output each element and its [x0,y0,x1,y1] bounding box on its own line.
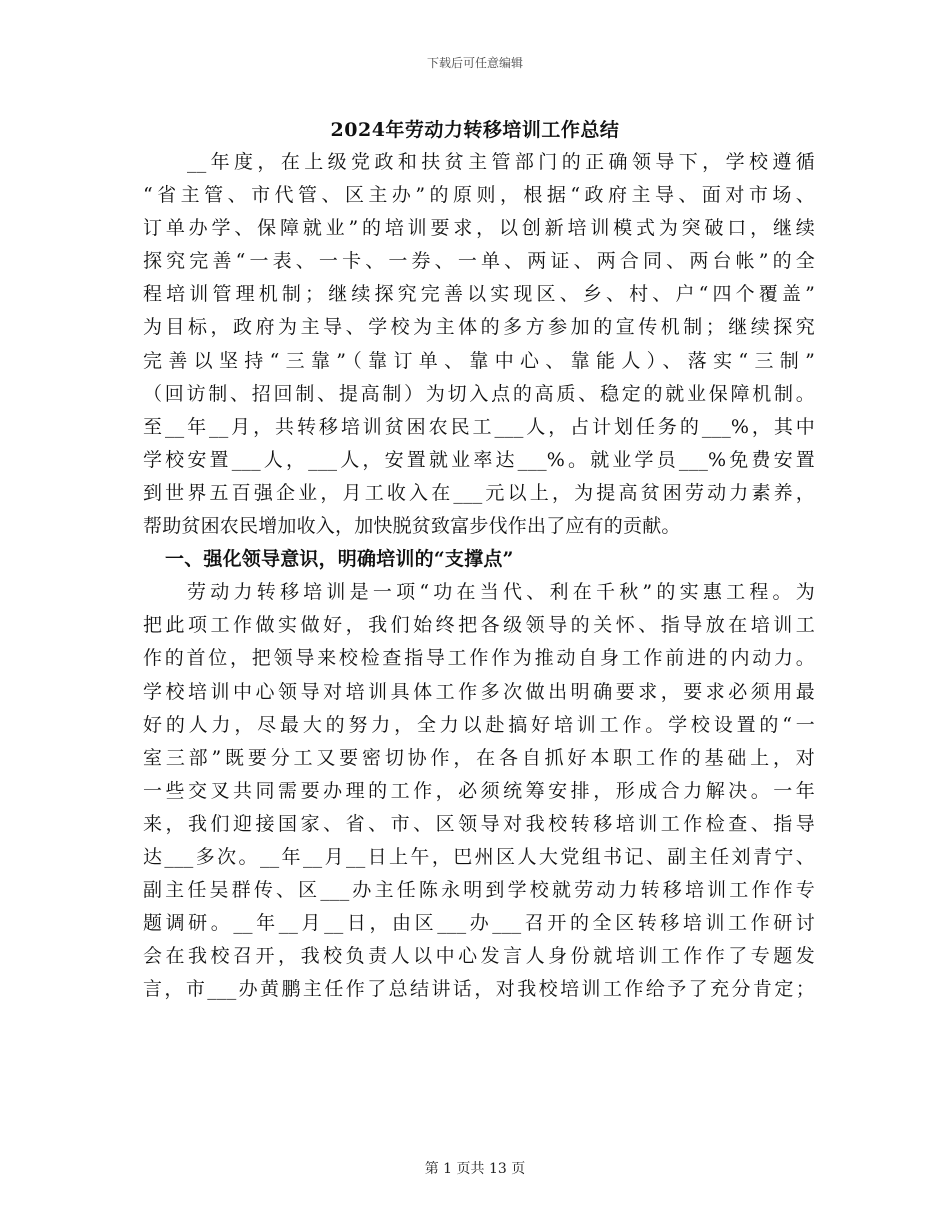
paragraph-line: 帮助贫困农民增加收入，加快脱贫致富步伐作出了应有的贡献。 [143,515,681,538]
paragraph-line: __年度，在上级党政和扶贫主管部门的正确领导下，学校遵循 [187,151,815,173]
paragraph-line: 学校安置___人，___人，安置就业率达___%。就业学员___%免费安置 [143,448,815,471]
paragraph-line: 程培训管理机制；继续探究完善以实现区、乡、村、户“四个覆盖” [143,283,815,306]
document-title: 2024年劳动力转移培训工作总结 [330,119,620,141]
paragraph-line: 到世界五百强企业，月工收入在___元以上，为提高贫困劳动力素养， [143,481,815,504]
paragraph-line: （回访制、招回制、提高制）为切入点的高质、稳定的就业保障机制。 [143,382,815,405]
paragraph-line: 题调研。__年__月__日，由区___办___召开的全区转移培训工作研讨 [143,912,815,935]
document-body [143,146,815,1006]
paragraph-line: 达___多次。__年__月__日上午，巴州区人大党组书记、副主任刘青宁、 [143,845,815,868]
paragraph-line: 会在我校召开，我校负责人以中心发言人身份就培训工作作了专题发 [143,945,815,968]
paragraph-line: 室三部”既要分工又要密切协作，在各自抓好本职工作的基础上，对 [143,746,815,769]
paragraph-line: 言，市___办黄鹏主任作了总结讲话，对我校培训工作给予了充分肯定； [143,978,815,1001]
header-note: 下载后可任意编辑 [426,56,523,70]
paragraph-line: 副主任吴群传、区___办主任陈永明到学校就劳动力转移培训工作作专 [143,879,815,902]
page-footer: 第 1 页共 13 页 [424,1161,526,1177]
paragraph-line: 学校培训中心领导对培训具体工作多次做出明确要求，要求必须用最 [143,680,815,703]
paragraph-line: 来，我们迎接国家、省、市、区领导对我校转移培训工作检查、指导 [143,812,815,835]
paragraph-line: 探究完善“一表、一卡、一券、一单、两证、两合同、两台帐”的全 [143,250,815,273]
paragraph-line: 订单办学、保障就业”的培训要求，以创新培训模式为突破口，继续 [143,217,815,240]
paragraph-line: 完善以坚持“三靠”（靠订单、靠中心、靠能人）、落实“三制” [143,349,815,372]
paragraph-line: 好的人力，尽最大的努力，全力以赴搞好培训工作。学校设置的“一 [143,713,815,736]
section-heading: 一、强化领导意识，明确培训的“支撑点” [165,548,514,571]
paragraph-line: 至__年__月，共转移培训贫困农民工___人，占计划任务的___%，其中 [143,415,815,438]
paragraph-line: 一些交叉共同需要办理的工作，必须统筹安排，形成合力解决。一年 [143,779,815,802]
paragraph-line: 把此项工作做实做好，我们始终把各级领导的关怀、指导放在培训工 [143,614,815,637]
paragraph-line: “省主管、市代管、区主办”的原则，根据“政府主导、面对市场、 [143,184,815,207]
paragraph-line: 作的首位，把领导来校检查指导工作作为推动自身工作前进的内动力。 [143,647,815,670]
paragraph-line: 劳动力转移培训是一项“功在当代、利在千秋”的实惠工程。为 [187,581,815,604]
paragraph-line: 为目标，政府为主导、学校为主体的多方参加的宣传机制；继续探究 [143,316,815,339]
